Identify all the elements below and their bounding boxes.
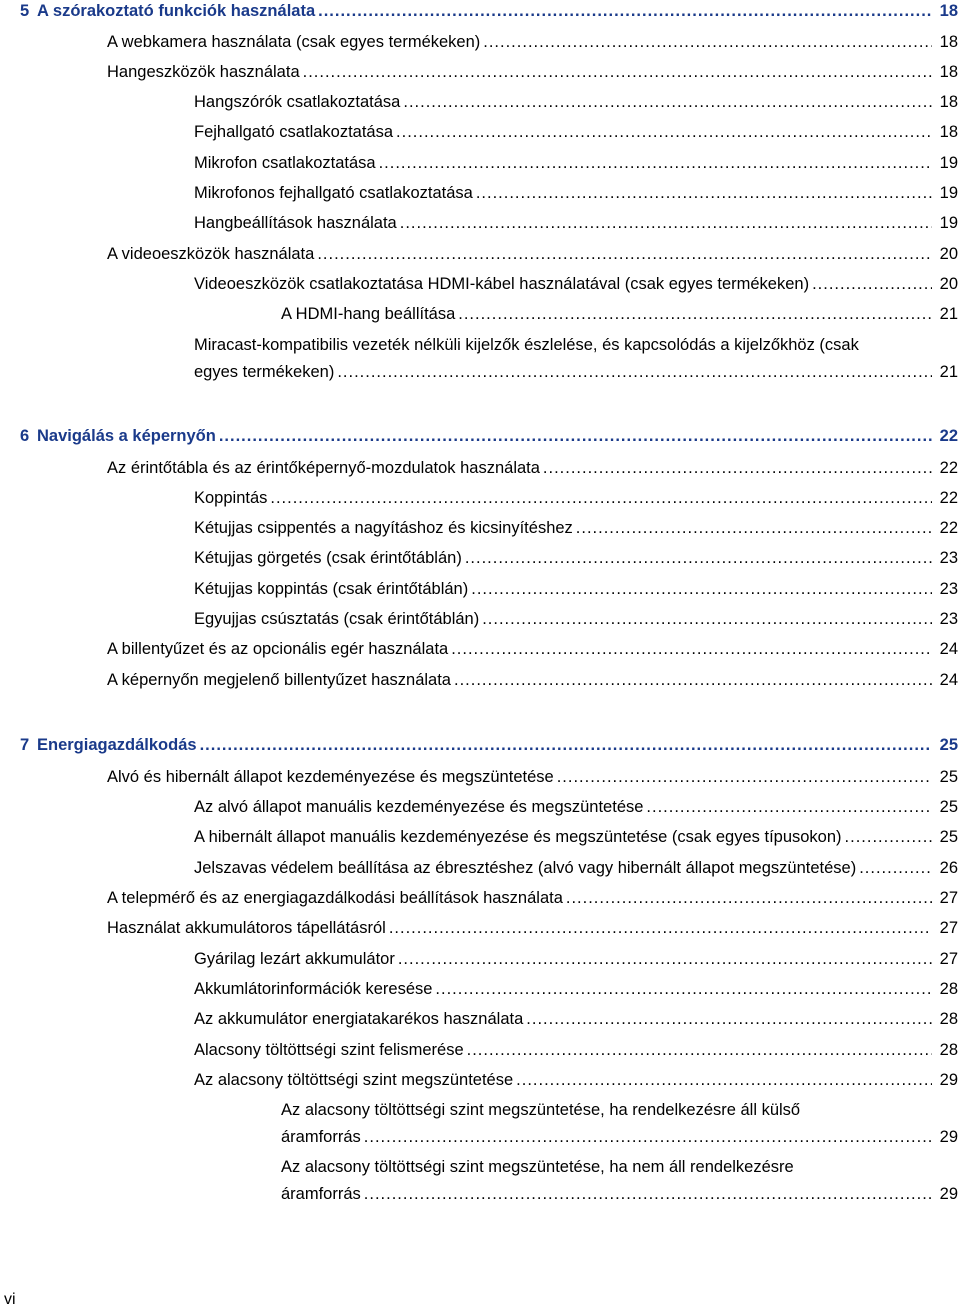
chapter-number: 7 [20, 736, 30, 754]
toc-entry[interactable] [194, 606, 958, 633]
entry-title: Videoeszközök csatlakoztatása HDMI-kábel használatával (csak egyes termékeken) [194, 275, 810, 293]
toc-entry[interactable] [107, 915, 958, 942]
toc-entry[interactable] [194, 180, 958, 207]
page-number: 22 [939, 459, 958, 477]
leader-dots [400, 210, 932, 237]
toc-entry[interactable] [107, 241, 958, 268]
leader-dots [398, 946, 932, 973]
toc-entry[interactable] [194, 1006, 958, 1033]
page-number: 23 [939, 549, 958, 567]
page-number: 28 [939, 1041, 958, 1059]
footer-page-label: vi [4, 1291, 16, 1308]
chapter-title: Energiagazdálkodás [37, 736, 197, 754]
leader-dots [483, 29, 932, 56]
chapter-title: Navigálás a képernyőn [37, 427, 216, 445]
page-number: 29 [939, 1185, 958, 1203]
leader-dots [516, 1067, 932, 1094]
page-number: 28 [939, 980, 958, 998]
leader-dots [467, 1037, 932, 1064]
page-number: 22 [939, 519, 958, 537]
chapter-number: 5 [20, 2, 30, 20]
page-number: 27 [939, 919, 958, 937]
page-number: 18 [939, 123, 958, 141]
leader-dots [337, 359, 932, 386]
leader-dots [566, 885, 932, 912]
page-number: 19 [939, 214, 958, 232]
entry-title: A telepmérő és az energiagazdálkodási beállítások használata [107, 889, 563, 907]
page-number: 22 [939, 489, 958, 507]
leader-dots [219, 423, 932, 450]
toc-chapter-6[interactable] [20, 423, 958, 450]
toc-entry[interactable] [281, 1154, 958, 1208]
page-number: 24 [939, 671, 958, 689]
entry-title: A képernyőn megjelenő billentyűzet használata [107, 671, 451, 689]
entry-title: Gyárilag lezárt akkumulátor [194, 950, 395, 968]
page-number: 29 [939, 1071, 958, 1089]
leader-dots [471, 576, 932, 603]
toc-chapter-7[interactable] [20, 732, 958, 759]
entry-title: Akkumlátorinformációk keresése [194, 980, 433, 998]
toc-entry[interactable] [194, 576, 958, 603]
entry-title: Koppintás [194, 489, 268, 507]
leader-dots [482, 606, 932, 633]
toc-entry[interactable] [194, 515, 958, 542]
entry-title: Az alacsony töltöttségi szint megszüntetése, ha rendelkezésre áll külső [281, 1101, 801, 1119]
entry-title: Kétujjas csippentés a nagyításhoz és kicsinyítéshez [194, 519, 573, 537]
entry-title: Az alacsony töltöttségi szint megszüntetése [194, 1071, 514, 1089]
entry-title: Az alvó állapot manuális kezdeményezése és megszüntetése [194, 798, 644, 816]
page-number: 26 [939, 859, 958, 877]
entry-title: Az alacsony töltöttségi szint megszüntetése, ha nem áll rendelkezésre [281, 1158, 794, 1176]
leader-dots [403, 89, 932, 116]
entry-title: Hangbeállítások használata [194, 214, 397, 232]
page-number: 24 [939, 640, 958, 658]
page-number: 21 [939, 363, 958, 381]
leader-dots [812, 271, 932, 298]
entry-title-continued: egyes termékeken) [194, 363, 335, 381]
toc-entry[interactable] [194, 976, 958, 1003]
toc-entry[interactable] [107, 29, 958, 56]
page-number: 18 [939, 93, 958, 111]
leader-dots [476, 180, 932, 207]
entry-title: Mikrofonos fejhallgató csatlakoztatása [194, 184, 473, 202]
leader-dots [200, 732, 932, 759]
leader-dots [364, 1181, 932, 1208]
entry-title: A HDMI-hang beállítása [281, 305, 456, 323]
entry-title: A webkamera használata (csak egyes termékeken) [107, 33, 481, 51]
leader-dots [364, 1124, 932, 1151]
page-number: 23 [939, 610, 958, 628]
toc-entry[interactable] [107, 764, 958, 791]
toc-entry[interactable] [194, 119, 958, 146]
entry-title: Miracast-kompatibilis vezeték nélküli kijelzők észlelése, és kapcsolódás a kijelzőkhöz (csak [194, 336, 859, 354]
leader-dots [543, 455, 932, 482]
leader-dots [318, 0, 932, 25]
toc-entry[interactable] [107, 885, 958, 912]
page-number: 23 [939, 580, 958, 598]
page-number: 21 [939, 305, 958, 323]
leader-dots [557, 764, 932, 791]
leader-dots [845, 824, 932, 851]
toc-entry[interactable] [194, 545, 958, 572]
page-number: 19 [939, 154, 958, 172]
toc-entry[interactable] [281, 301, 958, 328]
entry-title-continued: áramforrás [281, 1185, 361, 1203]
entry-title: A billentyűzet és az opcionális egér használata [107, 640, 449, 658]
leader-dots [389, 915, 932, 942]
leader-dots [379, 150, 932, 177]
entry-title: Kétujjas görgetés (csak érintőtáblán) [194, 549, 462, 567]
entry-title: Egyujjas csúsztatás (csak érintőtáblán) [194, 610, 480, 628]
entry-title: Használat akkumulátoros tápellátásról [107, 919, 386, 937]
toc-entry[interactable] [107, 59, 958, 86]
leader-dots [646, 794, 932, 821]
toc-entry[interactable] [107, 636, 958, 663]
page-number: 25 [939, 768, 958, 786]
entry-title-continued: áramforrás [281, 1128, 361, 1146]
leader-dots [458, 301, 932, 328]
entry-title: Hangszórók csatlakoztatása [194, 93, 401, 111]
leader-dots [526, 1006, 932, 1033]
page-number: 29 [939, 1128, 958, 1146]
page-number: 25 [939, 828, 958, 846]
toc-entry[interactable] [281, 1097, 958, 1151]
page-number: 25 [939, 798, 958, 816]
toc-entry[interactable] [194, 210, 958, 237]
toc-entry[interactable] [107, 455, 958, 482]
leader-dots [859, 855, 932, 882]
entry-title: A videoeszközök használata [107, 245, 315, 263]
toc-entry[interactable] [194, 855, 958, 882]
toc-entry[interactable] [107, 667, 958, 694]
entry-title: Alacsony töltöttségi szint felismerése [194, 1041, 464, 1059]
page-number: 27 [939, 889, 958, 907]
leader-dots [317, 241, 932, 268]
toc-entry[interactable] [194, 824, 958, 851]
toc-entry[interactable] [194, 89, 958, 116]
leader-dots [396, 119, 932, 146]
page-number: 18 [939, 2, 958, 20]
chapter-number: 6 [20, 427, 30, 445]
entry-title: Az akkumulátor energiatakarékos használata [194, 1010, 524, 1028]
entry-title: Fejhallgató csatlakoztatása [194, 123, 394, 141]
leader-dots [303, 59, 932, 86]
page-number: 22 [939, 427, 958, 445]
toc-chapter-5[interactable] [20, 0, 958, 25]
entry-title: Alvó és hibernált állapot kezdeményezése és megszüntetése [107, 768, 554, 786]
toc-entry[interactable] [194, 946, 958, 973]
leader-dots [270, 485, 932, 512]
entry-title: Jelszavas védelem beállítása az ébresztéshez (alvó vagy hibernált állapot megszüntetése) [194, 859, 857, 877]
toc-entry[interactable] [194, 271, 958, 298]
entry-title: Kétujjas koppintás (csak érintőtáblán) [194, 580, 469, 598]
toc-entry[interactable] [194, 1037, 958, 1064]
page-number: 27 [939, 950, 958, 968]
page-number: 18 [939, 33, 958, 51]
entry-title: Mikrofon csatlakoztatása [194, 154, 376, 172]
page-number: 28 [939, 1010, 958, 1028]
leader-dots [465, 545, 932, 572]
page-number: 18 [939, 63, 958, 81]
leader-dots [451, 636, 932, 663]
entry-title: Az érintőtábla és az érintőképernyő-mozdulatok használata [107, 459, 540, 477]
toc-entry[interactable] [194, 150, 958, 177]
page-number: 19 [939, 184, 958, 202]
page-number: 20 [939, 275, 958, 293]
toc-entry[interactable] [194, 332, 958, 386]
entry-title: Hangeszközök használata [107, 63, 300, 81]
page-number: 25 [939, 736, 958, 754]
leader-dots [435, 976, 932, 1003]
entry-title: A hibernált állapot manuális kezdeményezése és megszüntetése (csak egyes típusokon) [194, 828, 842, 846]
toc-entry[interactable] [194, 794, 958, 821]
leader-dots [454, 667, 932, 694]
page-number: 20 [939, 245, 958, 263]
toc-entry[interactable] [194, 1067, 958, 1094]
leader-dots [576, 515, 932, 542]
chapter-title: A szórakoztató funkciók használata [37, 2, 316, 20]
toc-entry[interactable] [194, 485, 958, 512]
